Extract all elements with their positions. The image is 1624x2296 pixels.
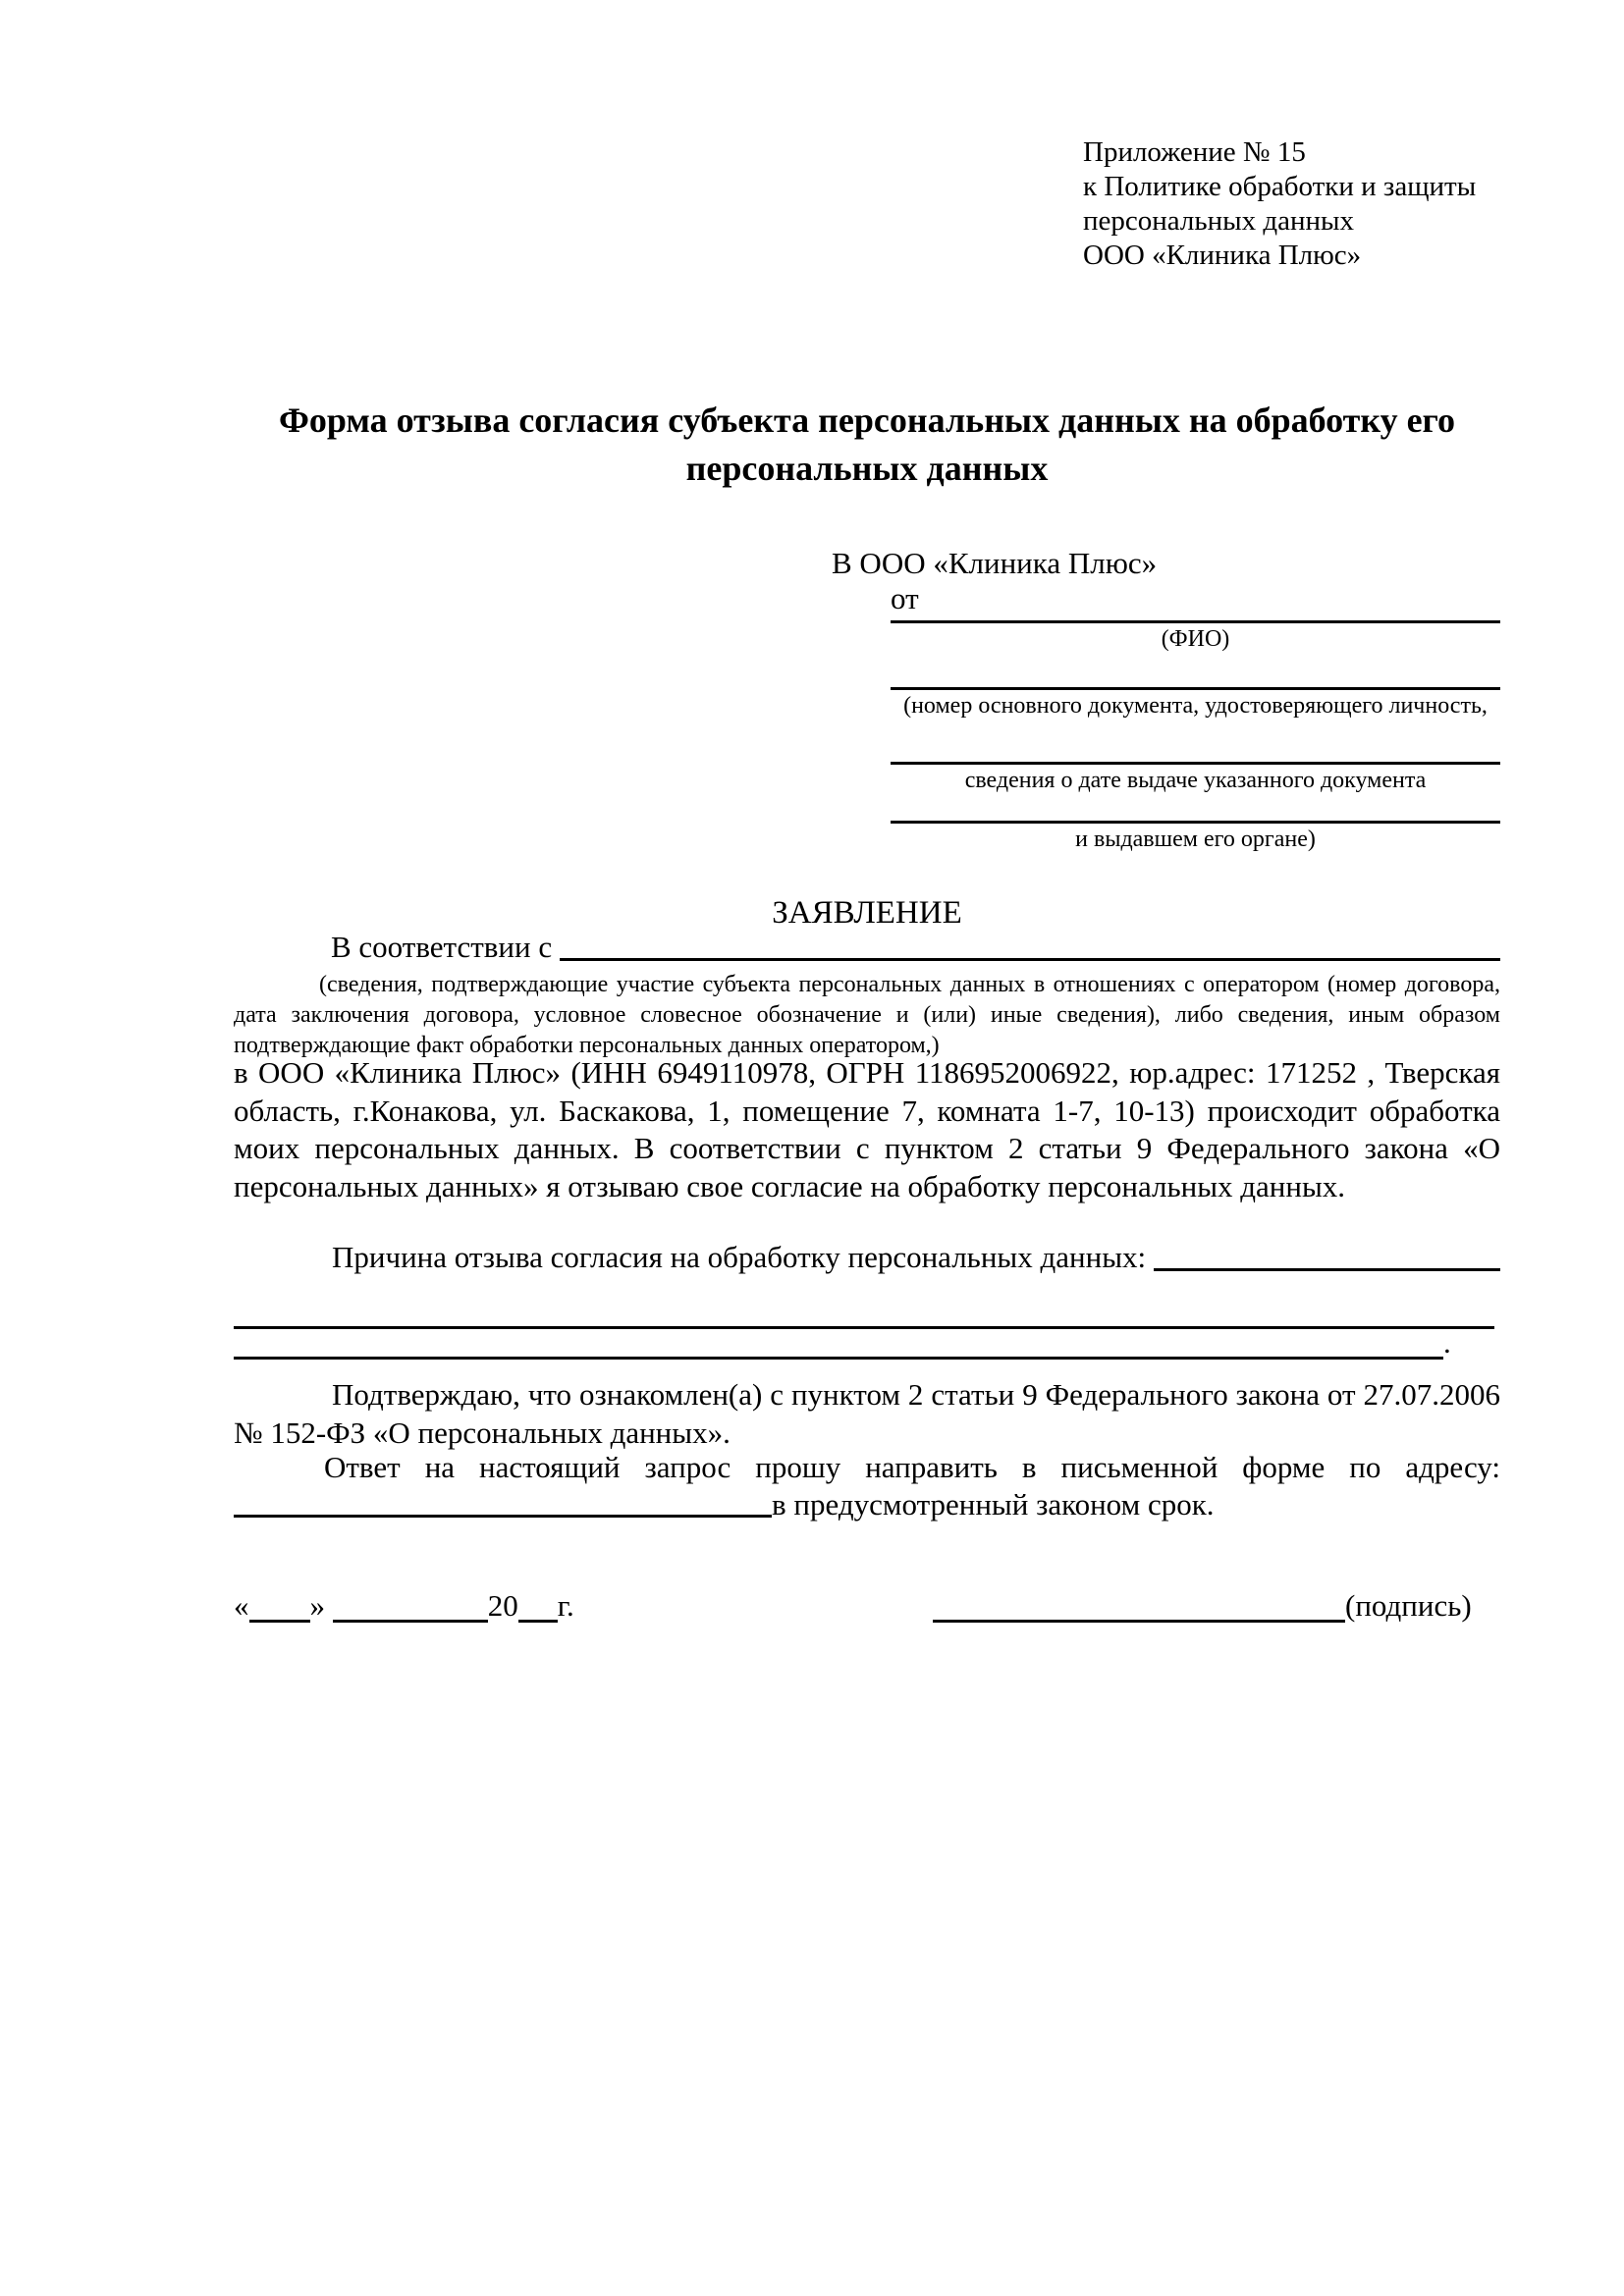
basis-line — [234, 930, 1500, 966]
appendix-policy-line: к Политике обработки и защиты — [1083, 171, 1477, 202]
issue-date-caption: сведения о дате выдаче указанного документа — [964, 768, 1427, 793]
appendix-header — [1083, 135, 1476, 273]
year-blank-field[interactable] — [518, 1619, 558, 1623]
form-title: Форма отзыва согласия субъекта персональных данных на обработку его персональных данных — [278, 400, 1456, 488]
signature-line — [933, 1588, 1472, 1624]
reason-label: Причина отзыва согласия на обработку персональных данных: — [332, 1240, 1147, 1274]
fio-caption: (ФИО) — [1161, 626, 1230, 652]
appendix-policy-line2: персональных данных — [1083, 205, 1355, 237]
reply-request-line: Ответ на настоящий запрос прошу направить в письменной форме по адресу: — [324, 1450, 1500, 1484]
fio-blank-field[interactable] — [891, 588, 1500, 623]
year-prefix: 20 — [487, 1588, 518, 1623]
date-line — [234, 1588, 574, 1624]
basis-label: В соответствии с — [331, 930, 553, 964]
reason-blank-line-2[interactable] — [234, 1326, 1443, 1360]
issuing-authority-blank-field[interactable] — [891, 788, 1500, 824]
reason-blank-field[interactable] — [1154, 1240, 1500, 1271]
signature-blank-field[interactable] — [933, 1619, 1345, 1623]
date-close-quote: » — [309, 1588, 325, 1623]
reply-address-blank-field[interactable] — [234, 1487, 772, 1518]
document-number-caption: (номер основного документа, удостоверяющего личность, — [903, 693, 1488, 719]
issue-date-blank-field[interactable] — [891, 729, 1500, 765]
reason-blank-line-1[interactable] — [234, 1293, 1494, 1329]
year-suffix: г. — [557, 1588, 574, 1623]
addressee-company: В ООО «Клиника Плюс» — [832, 546, 1158, 580]
confirmation-paragraph: Подтверждаю, что ознакомлен(а) с пунктом 2 статьи 9 Федерального закона от 27.07.2006 № 152-ФЗ «О персональных данных». — [234, 1377, 1500, 1450]
appendix-company: ООО «Клиника Плюс» — [1083, 240, 1362, 271]
addressee-from-label: от — [891, 581, 919, 615]
reason-line — [234, 1240, 1500, 1276]
issuing-authority-caption: и выдавшем его органе) — [1075, 827, 1316, 852]
date-open-quote: « — [234, 1588, 249, 1623]
statement-heading: ЗАЯВЛЕНИЕ — [772, 895, 962, 931]
reason-terminator: . — [1443, 1325, 1451, 1360]
basis-footnote: (сведения, подтверждающие участие субъекта персональных данных в отношениях с оператором (номер договора, дата заключения договора, условное словесное обозначение и (или) иные сведения), либо сведения, иным образом подтверждающие факт обработки персональных данных оператором,) — [234, 972, 1500, 1058]
reply-suffix: в предусмотренный законом срок. — [772, 1487, 1215, 1522]
reply-address-row — [234, 1487, 1500, 1522]
document-number-blank-field[interactable] — [891, 655, 1500, 690]
day-blank-field[interactable] — [249, 1619, 310, 1623]
month-blank-field[interactable] — [333, 1619, 488, 1623]
basis-blank-field[interactable] — [560, 930, 1500, 961]
statement-body: в ООО «Клиника Плюс» (ИНН 6949110978, ОГРН 1186952006922, юр.адрес: 171252 , Тверская область, г.Конакова, ул. Баскакова, 1, помещение 7, комната 1-7, 10-13) происходит обработка моих персональных данных. В соответствии с пунктом 2 статьи 9 Федерального закона «О персональных данных» я отзываю свое согласие на обработку персональных данных. — [234, 1055, 1500, 1203]
reason-blank-line-2-row — [234, 1326, 1500, 1360]
appendix-number: Приложение № 15 — [1083, 136, 1306, 168]
signature-caption: (подпись) — [1345, 1588, 1472, 1623]
